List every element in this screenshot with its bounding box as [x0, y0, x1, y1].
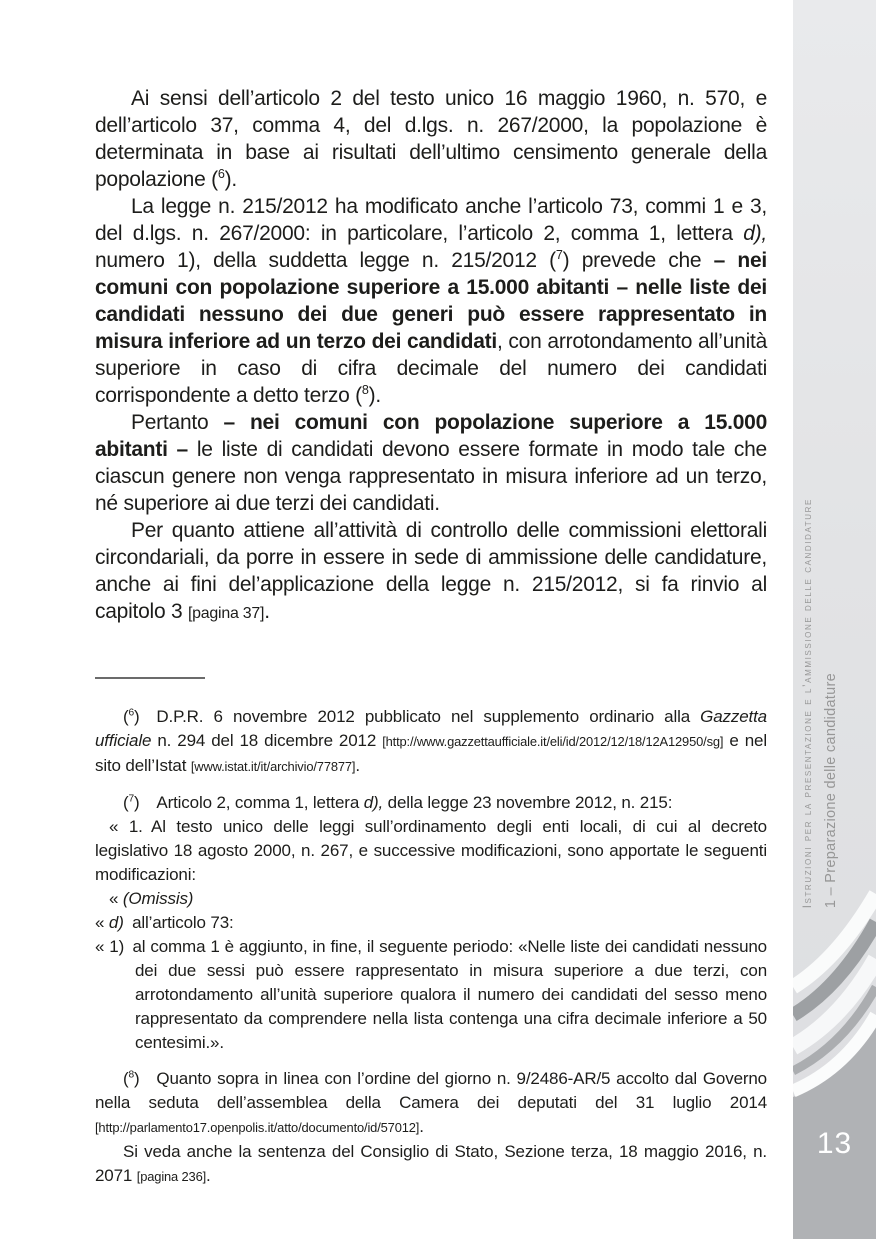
sidebar-band	[793, 0, 876, 1239]
footnote-paragraph: ($^8$) Quanto sopra in linea con l’ordine del giorno n. 9/2486-AR/5 accolto dal Governo nella seduta dell’assemblea della Camera dei deputati del 31 luglio 2014 [http://parlamento17.openpolis.it/atto/documento/id/57012].	[95, 1069, 767, 1136]
body-paragraph: Ai sensi dell’articolo 2 del testo unico 16 maggio 1960, n. 570, e dell’articolo 37, comma 4, del d.lgs. n. 267/2000, la popolazione è determinata in base ai risultati dell’ultimo censimento generale della popolazione ($^6$).	[95, 87, 767, 191]
page-number: 13	[816, 1127, 853, 1160]
footnote-paragraph: « 1. Al testo unico delle leggi sull’ordinamento degli enti locali, di cui al decreto legislativo 18 agosto 2000, n. 267, e successive modificazioni, sono apportate le seguenti modificazioni:	[95, 817, 767, 884]
footnote-paragraph: « 1) al comma 1 è aggiunto, in fine, il seguente periodo: «Nelle liste dei candidati nessuno dei due sessi può essere rappresentato in misura superiore a due terzi, con arrotondamento all’unità superiore qualora il numero dei candidati del sesso meno rappresentato da comprendere nella lista contenga una cifra decimale inferiore a 50 centesimi.».	[95, 937, 767, 1052]
footnotes	[95, 705, 767, 1189]
body-paragraph: La legge n. 215/2012 ha modificato anche l’articolo 73, commi 1 e 3, del d.lgs. n. 267/2000: in particolare, l’articolo 2, comma 1, lettera d), numero 1), della suddetta legge n. 215/2012 ($^7$) prevede che – nei comuni con popolazione superiore a 15.000 abitanti – nelle liste dei candidati nessuno dei due generi può essere rappresentato in misura inferiore ad un terzo dei candidati, con arrotondamento all’unità superiore in caso di cifra decimale del numero dei candidati corrispondente a detto terzo ($^8$).	[95, 195, 767, 407]
footnote-separator	[95, 677, 205, 679]
body-paragraph: Per quanto attiene all’attività di controllo delle commissioni elettorali circondariali, da porre in essere in sede di ammissione delle candidature, anche ai fini del’applicazione della legge n. 215/2012, si fa rinvio al capitolo 3 [pagina 37].	[95, 519, 767, 623]
corner-swoosh-decoration	[793, 819, 876, 1239]
footnote-paragraph: « (Omissis)	[109, 889, 194, 908]
footnote-paragraph: ($^7$) Articolo 2, comma 1, lettera d), della legge 23 novembre 2012, n. 215:	[123, 793, 673, 812]
vertical-chapter-label: 1 – Preparazione delle candidature	[823, 672, 839, 908]
body-text	[95, 85, 767, 627]
body-paragraph: Pertanto – nei comuni con popolazione superiore a 15.000 abitanti – le liste di candidati devono essere formate in modo tale che ciascun genere non venga rappresentato in misura inferiore ad un terzo, né superiore ai due terzi dei candidati.	[95, 411, 767, 515]
footnote-paragraph: « d) all’articolo 73:	[95, 913, 234, 932]
text-column	[95, 85, 767, 1189]
footnote-paragraph: ($^6$) D.P.R. 6 novembre 2012 pubblicato nel supplemento ordinario alla Gazzetta ufficiale n. 294 del 18 dicembre 2012 [http://www.gazzettaufficiale.it/eli/id/2012/12/18/12A12950/sg] e nel sito dell’Istat [www.istat.it/it/archivio/77877].	[95, 707, 767, 775]
footnote-paragraph: Si veda anche la sentenza del Consiglio di Stato, Sezione terza, 18 maggio 2016, n. 2071 [pagina 236].	[95, 1142, 767, 1185]
vertical-series-title: Istruzioni per la presentazione e l’ammissione delle candidature	[802, 497, 814, 908]
